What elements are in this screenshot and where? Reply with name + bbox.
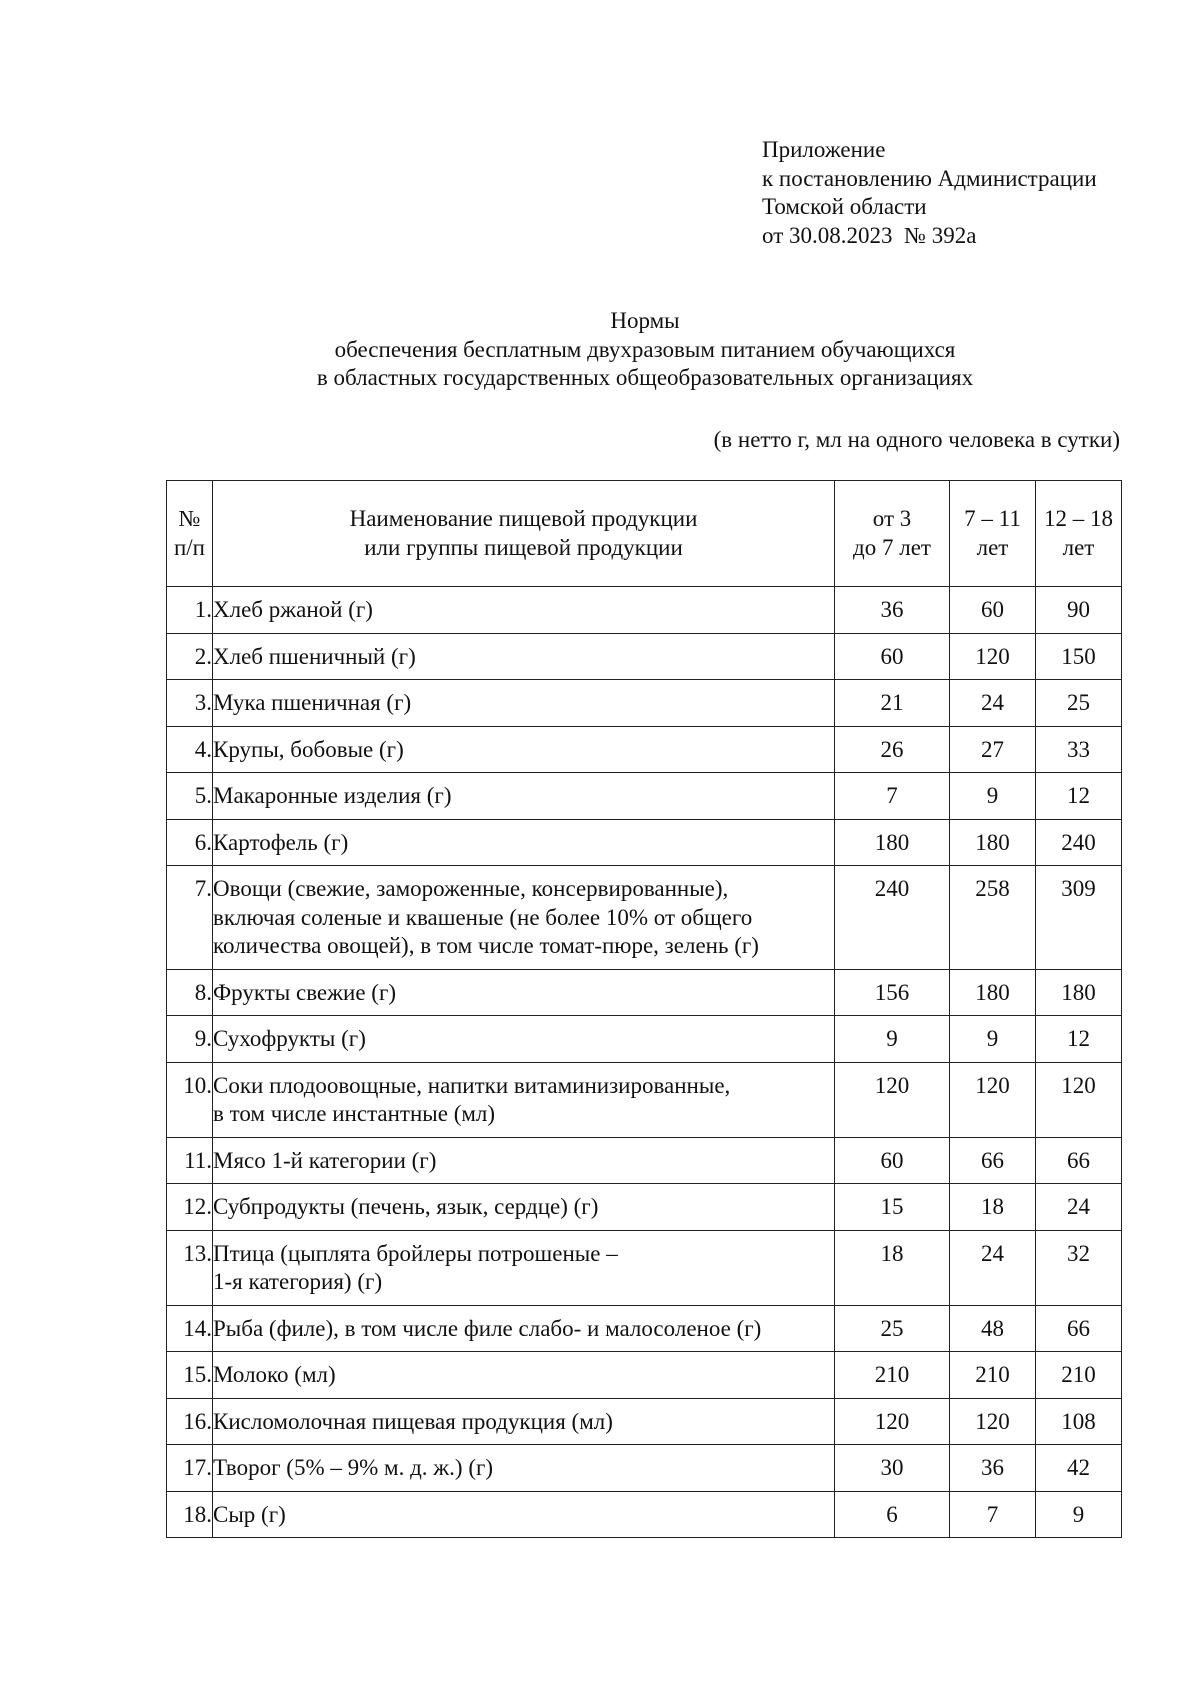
row-number: 13. xyxy=(167,1230,213,1305)
value-age-7-11: 24 xyxy=(950,680,1036,727)
product-name: Фрукты свежие (г) xyxy=(213,969,835,1016)
row-number: 14. xyxy=(167,1305,213,1352)
value-age-12-18: 210 xyxy=(1036,1352,1122,1399)
table-row xyxy=(167,1445,1122,1492)
value-age-12-18: 33 xyxy=(1036,726,1122,773)
appendix-line-4: от 30.08.2023 № 392а xyxy=(762,222,977,248)
product-name: Мука пшеничная (г) xyxy=(213,680,835,727)
header-num: № п/п xyxy=(167,481,213,587)
row-number: 4. xyxy=(167,726,213,773)
row-number: 10. xyxy=(167,1062,213,1137)
header-age-3-7: от 3 до 7 лет xyxy=(835,481,950,587)
value-age-7-11: 9 xyxy=(950,1016,1036,1063)
norms-table xyxy=(166,480,1122,1538)
table-row xyxy=(167,969,1122,1016)
value-age-3-7: 25 xyxy=(835,1305,950,1352)
table-row xyxy=(167,1398,1122,1445)
row-number: 12. xyxy=(167,1184,213,1231)
value-age-12-18: 12 xyxy=(1036,1016,1122,1063)
value-age-12-18: 66 xyxy=(1036,1305,1122,1352)
value-age-12-18: 12 xyxy=(1036,773,1122,820)
title-line-3: в областных государственных общеобразовательных организациях xyxy=(316,365,974,390)
value-age-3-7: 240 xyxy=(835,866,950,970)
value-age-3-7: 180 xyxy=(835,819,950,866)
product-name: Рыба (филе), в том числе филе слабо- и малосоленое (г) xyxy=(213,1305,835,1352)
value-age-7-11: 180 xyxy=(950,819,1036,866)
value-age-7-11: 66 xyxy=(950,1137,1036,1184)
value-age-12-18: 9 xyxy=(1036,1491,1122,1538)
value-age-3-7: 60 xyxy=(835,1137,950,1184)
product-name: Мясо 1-й категории (г) xyxy=(213,1137,835,1184)
row-number: 8. xyxy=(167,969,213,1016)
value-age-3-7: 7 xyxy=(835,773,950,820)
value-age-12-18: 309 xyxy=(1036,866,1122,970)
table-row xyxy=(167,1137,1122,1184)
row-number: 6. xyxy=(167,819,213,866)
row-number: 1. xyxy=(167,587,213,634)
header-age-12-18: 12 – 18 лет xyxy=(1036,481,1122,587)
row-number: 3. xyxy=(167,680,213,727)
value-age-3-7: 6 xyxy=(835,1491,950,1538)
value-age-7-11: 180 xyxy=(950,969,1036,1016)
header-age-7-11: 7 – 11 лет xyxy=(950,481,1036,587)
value-age-7-11: 27 xyxy=(950,726,1036,773)
title-line-2: обеспечения бесплатным двухразовым питанием обучающихся xyxy=(334,336,956,362)
value-age-7-11: 24 xyxy=(950,1230,1036,1305)
row-number: 5. xyxy=(167,773,213,820)
table-row xyxy=(167,1305,1122,1352)
row-number: 11. xyxy=(167,1137,213,1184)
value-age-12-18: 120 xyxy=(1036,1062,1122,1137)
table-header-row xyxy=(167,481,1122,587)
value-age-7-11: 60 xyxy=(950,587,1036,634)
value-age-7-11: 48 xyxy=(950,1305,1036,1352)
table-row xyxy=(167,1016,1122,1063)
value-age-3-7: 120 xyxy=(835,1398,950,1445)
table-row xyxy=(167,1352,1122,1399)
value-age-7-11: 210 xyxy=(950,1352,1036,1399)
appendix-block xyxy=(762,136,1097,250)
value-age-3-7: 156 xyxy=(835,969,950,1016)
row-number: 7. xyxy=(167,866,213,970)
table-row xyxy=(167,680,1122,727)
product-name: Субпродукты (печень, язык, сердце) (г) xyxy=(213,1184,835,1231)
value-age-12-18: 66 xyxy=(1036,1137,1122,1184)
value-age-7-11: 18 xyxy=(950,1184,1036,1231)
table-row xyxy=(167,1230,1122,1305)
value-age-3-7: 36 xyxy=(835,587,950,634)
row-number: 17. xyxy=(167,1445,213,1492)
value-age-7-11: 7 xyxy=(950,1491,1036,1538)
value-age-3-7: 26 xyxy=(835,726,950,773)
table-row xyxy=(167,1062,1122,1137)
value-age-12-18: 42 xyxy=(1036,1445,1122,1492)
table-row xyxy=(167,633,1122,680)
value-age-12-18: 150 xyxy=(1036,633,1122,680)
product-name: Птица (цыплята бройлеры потрошеные – 1-я категория) (г) xyxy=(213,1230,835,1305)
appendix-line-3: Томской области xyxy=(762,194,927,219)
table-row xyxy=(167,1184,1122,1231)
value-age-12-18: 180 xyxy=(1036,969,1122,1016)
value-age-12-18: 90 xyxy=(1036,587,1122,634)
table-row xyxy=(167,1491,1122,1538)
product-name: Творог (5% – 9% м. д. ж.) (г) xyxy=(213,1445,835,1492)
table-row xyxy=(167,866,1122,970)
product-name: Макаронные изделия (г) xyxy=(213,773,835,820)
value-age-3-7: 30 xyxy=(835,1445,950,1492)
header-name: Наименование пищевой продукции или группы пищевой продукции xyxy=(213,481,835,587)
row-number: 9. xyxy=(167,1016,213,1063)
appendix-line-1: Приложение xyxy=(762,137,886,162)
value-age-3-7: 120 xyxy=(835,1062,950,1137)
value-age-3-7: 21 xyxy=(835,680,950,727)
value-age-3-7: 60 xyxy=(835,633,950,680)
value-age-3-7: 15 xyxy=(835,1184,950,1231)
value-age-7-11: 258 xyxy=(950,866,1036,970)
value-age-12-18: 32 xyxy=(1036,1230,1122,1305)
value-age-7-11: 120 xyxy=(950,1398,1036,1445)
units-note: (в нетто г, мл на одного человека в сутки) xyxy=(713,427,1120,452)
value-age-12-18: 24 xyxy=(1036,1184,1122,1231)
table-row xyxy=(167,819,1122,866)
product-name: Сыр (г) xyxy=(213,1491,835,1538)
product-name: Картофель (г) xyxy=(213,819,835,866)
value-age-12-18: 240 xyxy=(1036,819,1122,866)
value-age-7-11: 120 xyxy=(950,1062,1036,1137)
row-number: 16. xyxy=(167,1398,213,1445)
table-row xyxy=(167,726,1122,773)
value-age-7-11: 36 xyxy=(950,1445,1036,1492)
value-age-12-18: 25 xyxy=(1036,680,1122,727)
product-name: Хлеб пшеничный (г) xyxy=(213,633,835,680)
value-age-12-18: 108 xyxy=(1036,1398,1122,1445)
title-line-1: Нормы xyxy=(610,308,680,333)
table-body xyxy=(167,587,1122,1538)
table-row xyxy=(167,587,1122,634)
product-name: Кисломолочная пищевая продукция (мл) xyxy=(213,1398,835,1445)
value-age-3-7: 9 xyxy=(835,1016,950,1063)
value-age-7-11: 9 xyxy=(950,773,1036,820)
value-age-3-7: 18 xyxy=(835,1230,950,1305)
product-name: Хлеб ржаной (г) xyxy=(213,587,835,634)
product-name: Овощи (свежие, замороженные, консервированные), включая соленые и квашеные (не более 10% от общего количества овощей), в том числе томат-пюре, зелень (г) xyxy=(213,866,835,970)
product-name: Сухофрукты (г) xyxy=(213,1016,835,1063)
product-name: Молоко (мл) xyxy=(213,1352,835,1399)
appendix-line-2: к постановлению Администрации xyxy=(762,165,1097,191)
row-number: 15. xyxy=(167,1352,213,1399)
document-title xyxy=(0,307,1200,393)
product-name: Крупы, бобовые (г) xyxy=(213,726,835,773)
table-row xyxy=(167,773,1122,820)
product-name: Соки плодоовощные, напитки витаминизированные, в том числе инстантные (мл) xyxy=(213,1062,835,1137)
row-number: 18. xyxy=(167,1491,213,1538)
value-age-3-7: 210 xyxy=(835,1352,950,1399)
value-age-7-11: 120 xyxy=(950,633,1036,680)
row-number: 2. xyxy=(167,633,213,680)
